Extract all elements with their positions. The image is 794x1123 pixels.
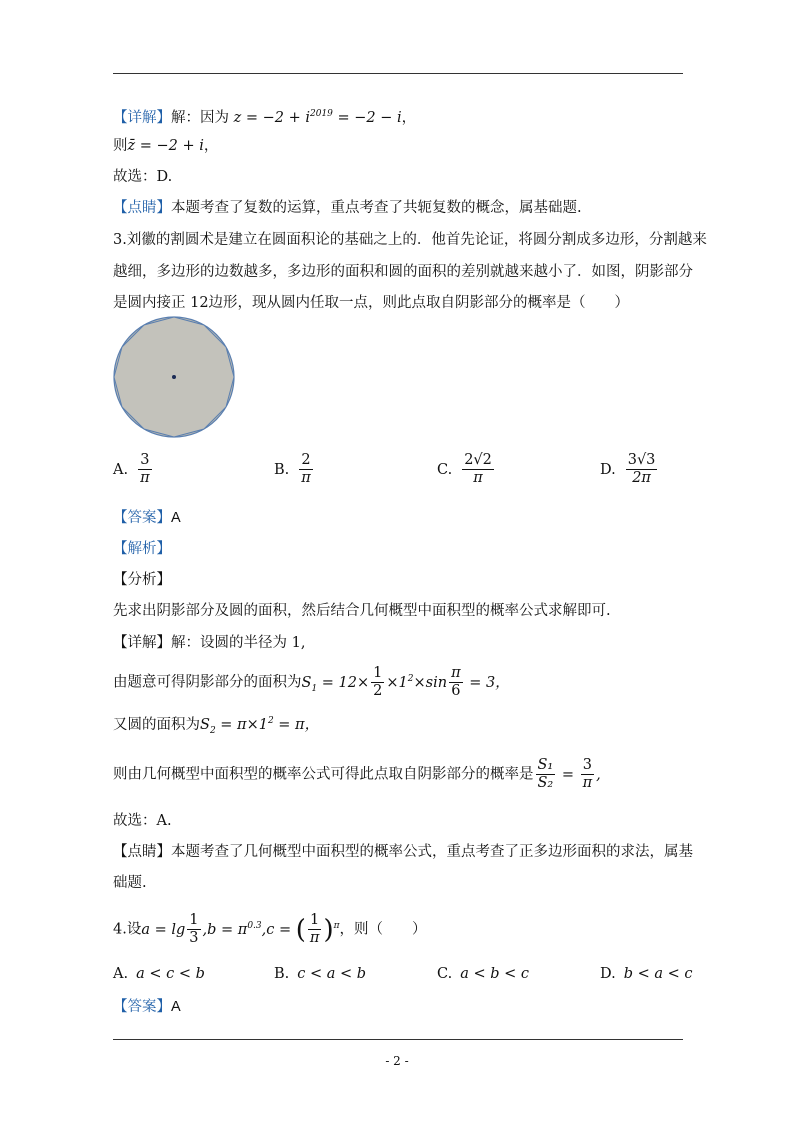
q3-comment-1: 【点睛】本题考查了几何概型中面积型的概率公式，重点考查了正多边形面积的求法，属基 — [113, 844, 693, 860]
q3-option-d[interactable]: D. $\frac{3√3}{2\pi}$ — [600, 452, 656, 486]
equation: z̄ = −2 + i — [127, 138, 204, 154]
q3-option-a[interactable]: A. $\frac{3}{\pi}$ — [113, 452, 150, 486]
q4-option-b[interactable]: B. c < a < b — [274, 966, 367, 982]
center-dot — [172, 375, 176, 379]
q2-comment: 【点睛】本题考查了复数的运算，重点考查了共轭复数的概念，属基础题. — [113, 200, 582, 216]
q3-s1-line: 由题意可得阴影部分的面积为$S_1 = 12\times$ $\frac{1}{2}$ $\times 1^2\times\sin$ $\frac{\pi}{6}$ = 3， — [113, 665, 510, 699]
equation: $z = -2 + i^{2019} = -2 - i$ — [233, 109, 402, 126]
q3-option-c[interactable]: C. $\frac{2√2}{\pi}$ — [437, 452, 492, 486]
q3-stem-line-1: 3.刘徽的割圆术是建立在圆面积论的基础之上的．他首先论证，将圆分割成多边形，分割越来 — [113, 232, 707, 248]
q4-option-d[interactable]: D. b < a < c — [600, 966, 693, 982]
comment-tag: 【点睛】 — [113, 200, 171, 216]
q3-stem-line-2: 越细，多边形的边数越多，多边形的面积和圆的面积的差别就越来越小了．如图，阴影部分 — [113, 264, 693, 280]
q4-stem: 4.设a = lg $\frac{1}{3}$ $,b = \pi^{0.3},c$ = ( $\frac{1}{\pi}$ )$^\pi$，则（ ） — [113, 912, 427, 946]
q4-option-c[interactable]: C. a < b < c — [437, 966, 529, 982]
detail-tag: 【详解】 — [113, 109, 171, 126]
q3-fenxi-tag: 【分析】 — [113, 572, 171, 588]
q3-answer: 【答案】A — [113, 510, 181, 526]
q2-then-line: 则z̄ = −2 + i， — [113, 138, 219, 154]
q3-detail: 【详解】解：设圆的半径为 1, — [113, 635, 306, 651]
q3-fenxi-text: 先求出阴影部分及圆的面积，然后结合几何概型中面积型的概率公式求解即可. — [113, 603, 611, 619]
q2-detail-line: 【详解】解：因为 $z = -2 + i^{2019} = -2 - i$， — [113, 109, 417, 126]
q4-option-a[interactable]: A. a < c < b — [113, 966, 205, 982]
q3-analysis-tag: 【解析】 — [113, 541, 171, 557]
q3-stem-line-3: 是圆内接正 12边形，现从圆内任取一点，则此点取自阴影部分的概率是（ ） — [113, 295, 630, 311]
q3-comment-2: 础题. — [113, 875, 147, 891]
q3-s2-line: 又圆的面积为$S_2 = \pi\times 1^2 = \pi$， — [113, 716, 320, 736]
q2-choose: 故选：D. — [113, 169, 173, 185]
q3-option-b[interactable]: B. $\frac{2}{\pi}$ — [274, 452, 311, 486]
header-rule — [113, 73, 683, 74]
q4-answer: 【答案】A — [113, 999, 181, 1015]
page-number: - 2 - — [385, 1054, 409, 1068]
circle-dodecagon-figure — [112, 315, 238, 439]
q3-probability-line: 则由几何概型中面积型的概率公式可得此点取自阴影部分的概率是 $\frac{\text{S₁}}{\text{S₂}}$ = $\frac{3}{\pi}$ , — [113, 757, 601, 791]
q3-choose: 故选：A. — [113, 813, 172, 829]
footer-rule — [113, 1039, 683, 1040]
